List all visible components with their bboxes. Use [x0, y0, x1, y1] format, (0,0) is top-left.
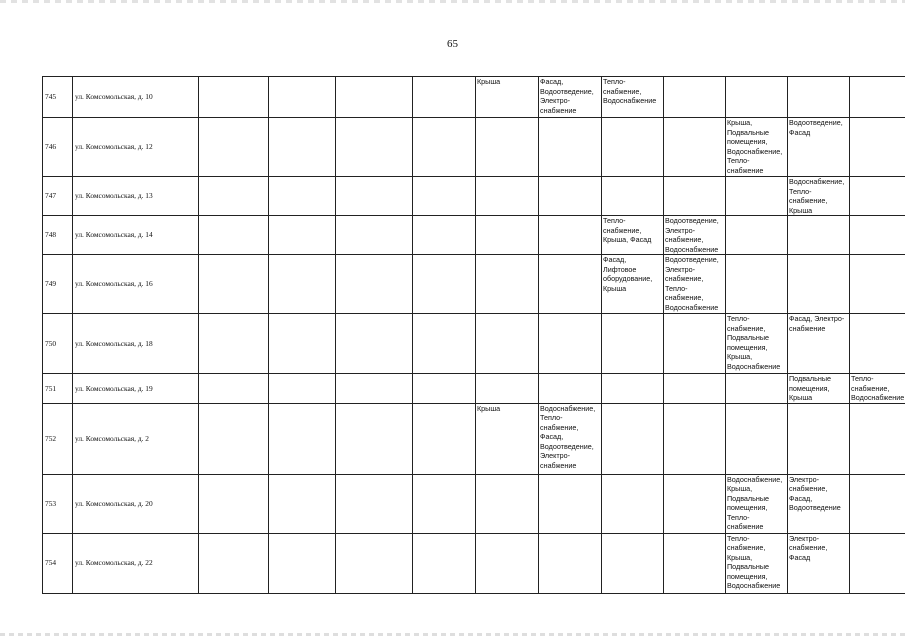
- address-cell: ул. Комсомольская, д. 12: [73, 118, 199, 177]
- work-cell: [726, 403, 788, 474]
- table-row: [43, 474, 905, 533]
- row-number: 750: [43, 314, 73, 374]
- work-cell: [269, 374, 336, 404]
- table-row: [43, 118, 905, 177]
- work-cell: Водоснабжение, Тепло- снабжение, Крыша: [788, 177, 850, 216]
- table-row: [43, 314, 905, 374]
- work-cell: [788, 255, 850, 314]
- work-cell: [664, 77, 726, 118]
- work-cell: [539, 118, 602, 177]
- work-cell: [602, 403, 664, 474]
- work-cell: [539, 374, 602, 404]
- work-cell: [199, 403, 269, 474]
- work-cell: [602, 533, 664, 593]
- address-cell: ул. Комсомольская, д. 10: [73, 77, 199, 118]
- work-cell: [413, 77, 476, 118]
- table-row: [43, 374, 905, 404]
- work-cell: [413, 474, 476, 533]
- work-cell: [726, 77, 788, 118]
- work-cell: [850, 533, 905, 593]
- work-cell: [539, 474, 602, 533]
- work-cell: [602, 118, 664, 177]
- work-cell: [199, 314, 269, 374]
- work-cell: [602, 177, 664, 216]
- row-number: 748: [43, 216, 73, 255]
- work-cell: [336, 374, 413, 404]
- work-cell: [413, 255, 476, 314]
- address-cell: ул. Комсомольская, д. 18: [73, 314, 199, 374]
- work-cell: [850, 474, 905, 533]
- work-cell: [539, 216, 602, 255]
- work-cell: [199, 374, 269, 404]
- table-body: [43, 77, 905, 594]
- work-cell: [413, 374, 476, 404]
- address-cell: ул. Комсомольская, д. 2: [73, 403, 199, 474]
- work-cell: [336, 403, 413, 474]
- work-cell: [850, 118, 905, 177]
- work-cell: [336, 474, 413, 533]
- table-row: [43, 533, 905, 593]
- work-cell: [539, 177, 602, 216]
- work-cell: [602, 374, 664, 404]
- work-cell: [269, 77, 336, 118]
- work-cell: [269, 255, 336, 314]
- work-cell: Тепло- снабжение, Крыша, Фасад: [602, 216, 664, 255]
- work-cell: [788, 77, 850, 118]
- row-number: 746: [43, 118, 73, 177]
- work-cell: [476, 118, 539, 177]
- work-cell: [269, 403, 336, 474]
- work-cell: [850, 314, 905, 374]
- work-cell: [336, 77, 413, 118]
- work-cell: Подвальные помещения, Крыша: [788, 374, 850, 404]
- work-cell: [788, 216, 850, 255]
- address-cell: ул. Комсомольская, д. 19: [73, 374, 199, 404]
- work-cell: [199, 533, 269, 593]
- work-cell: [602, 474, 664, 533]
- work-cell: [664, 474, 726, 533]
- work-cell: [336, 314, 413, 374]
- work-cell: [476, 474, 539, 533]
- address-cell: ул. Комсомольская, д. 20: [73, 474, 199, 533]
- work-cell: [413, 314, 476, 374]
- page-number: 65: [447, 38, 458, 50]
- work-cell: [199, 77, 269, 118]
- table-row: [43, 216, 905, 255]
- work-cell: [664, 403, 726, 474]
- work-cell: [850, 77, 905, 118]
- row-number: 745: [43, 77, 73, 118]
- row-number: 749: [43, 255, 73, 314]
- work-cell: [788, 403, 850, 474]
- work-cell: [850, 255, 905, 314]
- work-cell: [726, 216, 788, 255]
- table-row: [43, 77, 905, 118]
- work-cell: [336, 533, 413, 593]
- table-row: [43, 177, 905, 216]
- work-cell: Водоотведение, Электро- снабжение, Тепло- снабжение, Водоснабжение: [664, 255, 726, 314]
- address-cell: ул. Комсомольская, д. 22: [73, 533, 199, 593]
- work-cell: [726, 374, 788, 404]
- work-cell: [413, 118, 476, 177]
- address-cell: ул. Комсомольская, д. 13: [73, 177, 199, 216]
- work-cell: [199, 474, 269, 533]
- address-cell: ул. Комсомольская, д. 16: [73, 255, 199, 314]
- work-cell: [199, 177, 269, 216]
- work-cell: [413, 216, 476, 255]
- work-cell: [476, 177, 539, 216]
- work-cell: [199, 255, 269, 314]
- work-cell: [199, 216, 269, 255]
- work-cell: [336, 255, 413, 314]
- work-cell: [476, 255, 539, 314]
- work-cell: [269, 314, 336, 374]
- work-cell: [413, 403, 476, 474]
- work-cell: [269, 177, 336, 216]
- work-cell: [539, 533, 602, 593]
- work-cell: [269, 474, 336, 533]
- work-cell: [476, 314, 539, 374]
- work-cell: Фасад, Лифтовое оборудование, Крыша: [602, 255, 664, 314]
- work-cell: [199, 118, 269, 177]
- row-number: 754: [43, 533, 73, 593]
- work-cell: [664, 374, 726, 404]
- work-cell: [850, 403, 905, 474]
- work-cell: Крыша, Подвальные помещения, Водоснабжение, Тепло- снабжение: [726, 118, 788, 177]
- work-cell: [850, 177, 905, 216]
- work-cell: [726, 177, 788, 216]
- work-cell: Крыша: [476, 77, 539, 118]
- work-cell: Тепло- снабжение, Крыша, Подвальные помещения, Водоснабжение: [726, 533, 788, 593]
- row-number: 751: [43, 374, 73, 404]
- work-cell: Электро- снабжение, Фасад, Водоотведение: [788, 474, 850, 533]
- work-cell: [664, 118, 726, 177]
- scan-edge-top: [0, 0, 905, 3]
- work-cell: [726, 255, 788, 314]
- work-cell: Крыша: [476, 403, 539, 474]
- work-cell: [413, 177, 476, 216]
- repair-schedule-table: [42, 76, 905, 594]
- work-cell: [664, 314, 726, 374]
- row-number: 753: [43, 474, 73, 533]
- work-cell: [336, 118, 413, 177]
- work-cell: [602, 314, 664, 374]
- work-cell: [269, 118, 336, 177]
- address-cell: ул. Комсомольская, д. 14: [73, 216, 199, 255]
- work-cell: [269, 533, 336, 593]
- work-cell: [664, 533, 726, 593]
- work-cell: [850, 216, 905, 255]
- work-cell: [664, 177, 726, 216]
- work-cell: Фасад, Водоотведение, Электро- снабжение: [539, 77, 602, 118]
- work-cell: [269, 216, 336, 255]
- work-cell: [539, 255, 602, 314]
- work-cell: [476, 374, 539, 404]
- work-cell: [336, 216, 413, 255]
- row-number: 752: [43, 403, 73, 474]
- table-row: [43, 255, 905, 314]
- work-cell: [413, 533, 476, 593]
- table-row: [43, 403, 905, 474]
- work-cell: [336, 177, 413, 216]
- work-cell: [476, 216, 539, 255]
- work-cell: Тепло- снабжение, Подвальные помещения, Крыша, Водоснабжение: [726, 314, 788, 374]
- work-cell: Фасад, Электро- снабжение: [788, 314, 850, 374]
- work-cell: Водоснабжение, Крыша, Подвальные помещения, Тепло- снабжение: [726, 474, 788, 533]
- work-cell: Тепло- снабжение, Водоснабжение: [850, 374, 905, 404]
- work-cell: Электро- снабжение, Фасад: [788, 533, 850, 593]
- scan-edge-bottom: [0, 633, 905, 636]
- work-cell: [476, 533, 539, 593]
- row-number: 747: [43, 177, 73, 216]
- work-cell: Водоотведение, Электро- снабжение, Водоснабжение: [664, 216, 726, 255]
- work-cell: Водоотведение, Фасад: [788, 118, 850, 177]
- work-cell: Тепло- снабжение, Водоснабжение: [602, 77, 664, 118]
- work-cell: [539, 314, 602, 374]
- work-cell: Водоснабжение, Тепло- снабжение, Фасад, Водоотведение, Электро- снабжение: [539, 403, 602, 474]
